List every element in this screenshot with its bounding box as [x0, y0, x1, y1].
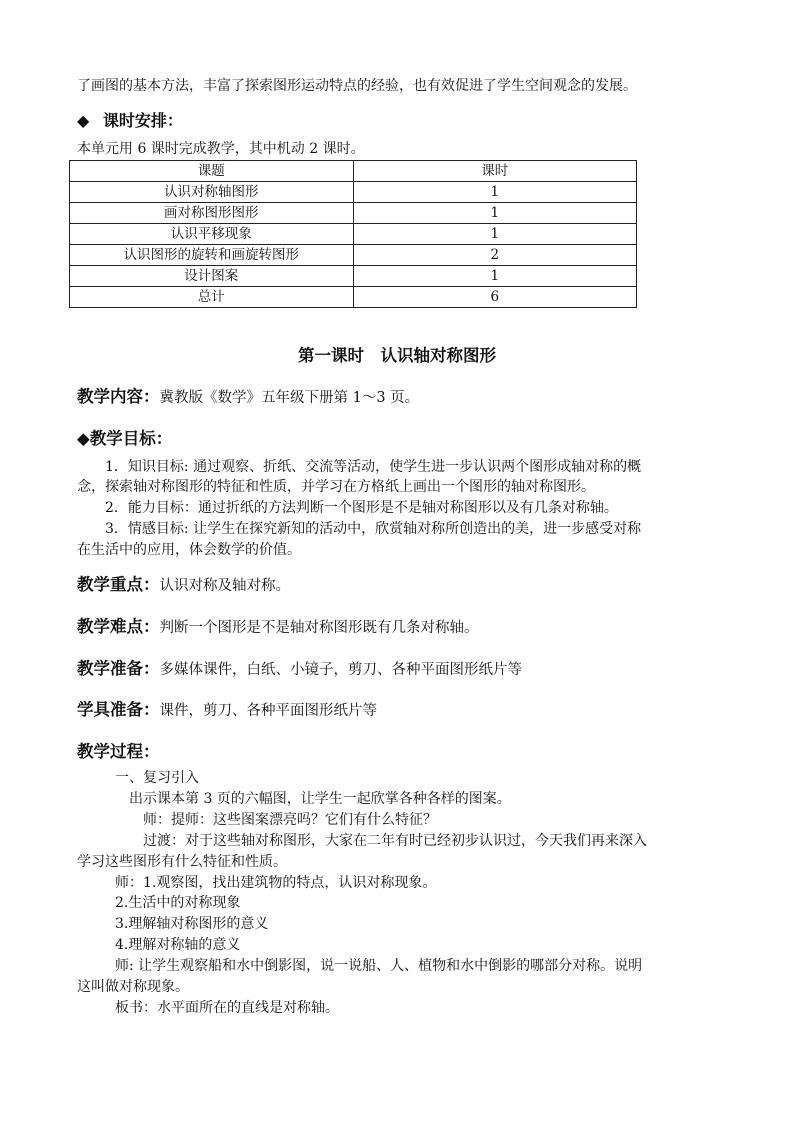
- table-row: [70, 245, 637, 266]
- table-row: [70, 266, 637, 287]
- difficulty-line: [77, 613, 479, 637]
- table-row: [70, 203, 637, 224]
- student-preparation-label: 学具准备：: [77, 700, 160, 719]
- schedule-table: [69, 160, 637, 308]
- goal-3-line-2: 在生活中的应用，体会数学的价值。: [77, 542, 301, 558]
- column-header-topic: 课题: [70, 161, 354, 182]
- process-step: 一、复习引入: [115, 770, 199, 786]
- table-row: [70, 182, 637, 203]
- goals-heading: ◆教学目标：: [77, 429, 173, 448]
- table-cell-hours: 1: [353, 224, 637, 245]
- key-point-value: 认识对称及轴对称。: [159, 578, 290, 594]
- table-cell-topic: 认识图形的旋转和画旋转图形: [70, 245, 354, 266]
- key-point-label: 教学重点：: [77, 575, 160, 594]
- process-step: 板书：水平面所在的直线是对称轴。: [115, 1000, 339, 1016]
- difficulty-value: 判断一个图形是不是轴对称图形既有几条对称轴。: [159, 620, 479, 636]
- intro-tail-text: 了画图的基本方法，丰富了探索图形运动特点的经验，也有效促进了学生空间观念的发展。: [77, 78, 637, 94]
- process-step: 师: 让学生观察船和水中倒影图，说一说船、人、植物和水中倒影的哪部分对称。说明: [115, 958, 643, 974]
- table-cell-topic: 认识平移现象: [70, 224, 354, 245]
- preparation-line: [77, 655, 522, 679]
- content-value: 冀教版《数学》五年级下册第 1～3 页。: [159, 390, 420, 406]
- process-step: 4.理解对称轴的意义: [115, 937, 241, 953]
- table-cell-topic: 总计: [70, 287, 354, 308]
- content-line: [77, 383, 419, 407]
- process-step: 3.理解轴对称图形的意义: [115, 916, 269, 932]
- key-point-line: [77, 571, 290, 595]
- table-cell-topic: 画对称图形图形: [70, 203, 354, 224]
- student-preparation-line: [77, 696, 377, 720]
- process-step: 这叫做对称现象。: [77, 979, 189, 995]
- student-preparation-value: 课件，剪刀、各种平面图形纸片等: [159, 703, 377, 719]
- table-cell-hours: 1: [353, 182, 637, 203]
- process-step: 过渡：对于这些轴对称图形，大家在二年有时已经初步认识过，今天我们再来深入: [143, 833, 647, 849]
- table-cell-hours: 1: [353, 203, 637, 224]
- process-step: 出示课本第 3 页的六幅图，让学生一起欣掌各种各样的图案。: [129, 791, 511, 807]
- table-header-row: [70, 161, 637, 182]
- table-cell-hours: 1: [353, 266, 637, 287]
- difficulty-label: 教学难点：: [77, 617, 160, 636]
- table-cell-topic: 设计图案: [70, 266, 354, 287]
- process-step: 师：1.观察图，找出建筑物的特点，认识对称现象。: [115, 875, 437, 891]
- process-step: 师：提师：这些图案漂亮吗？它们有什么特征？: [143, 812, 437, 828]
- table-cell-topic: 认识对称轴图形: [70, 182, 354, 203]
- lesson-title: 第一课时 认识轴对称图形: [298, 346, 496, 365]
- process-heading: 教学过程：: [77, 742, 160, 761]
- content-label: 教学内容：: [77, 387, 160, 406]
- column-header-hours: 课时: [353, 161, 637, 182]
- table-cell-hours: 6: [353, 287, 637, 308]
- preparation-label: 教学准备：: [77, 659, 160, 678]
- goal-3-line-1: 3．情感目标: 让学生在探究新知的活动中，欣赏轴对称所创造出的美，进一步感受对称: [105, 521, 642, 537]
- schedule-heading: [77, 108, 183, 131]
- schedule-heading-text: 课时安排：: [102, 111, 183, 130]
- table-row: [70, 287, 637, 308]
- goal-1-line-1: 1．知识目标: 通过观察、折纸、交流等活动，使学生进一步认识两个图形成轴对称的概: [105, 459, 642, 475]
- goal-1-line-2: 念，探索轴对称图形的特征和性质，并学习在方格纸上画出一个图形的轴对称图形。: [77, 479, 595, 495]
- diamond-bullet-icon: ◆: [77, 111, 90, 130]
- process-step: 2.生活中的对称现象: [115, 895, 241, 911]
- table-row: [70, 224, 637, 245]
- schedule-note: 本单元用 6 课时完成教学，其中机动 2 课时。: [77, 141, 365, 157]
- preparation-value: 多媒体课件，白纸、小镜子，剪刀、各种平面图形纸片等: [159, 662, 522, 678]
- goal-2: 2．能力目标：通过折纸的方法判断一个图形是不是轴对称图形以及有几条对称轴。: [105, 500, 618, 516]
- process-step: 学习这些图形有什么特征和性质。: [77, 854, 287, 870]
- table-cell-hours: 2: [353, 245, 637, 266]
